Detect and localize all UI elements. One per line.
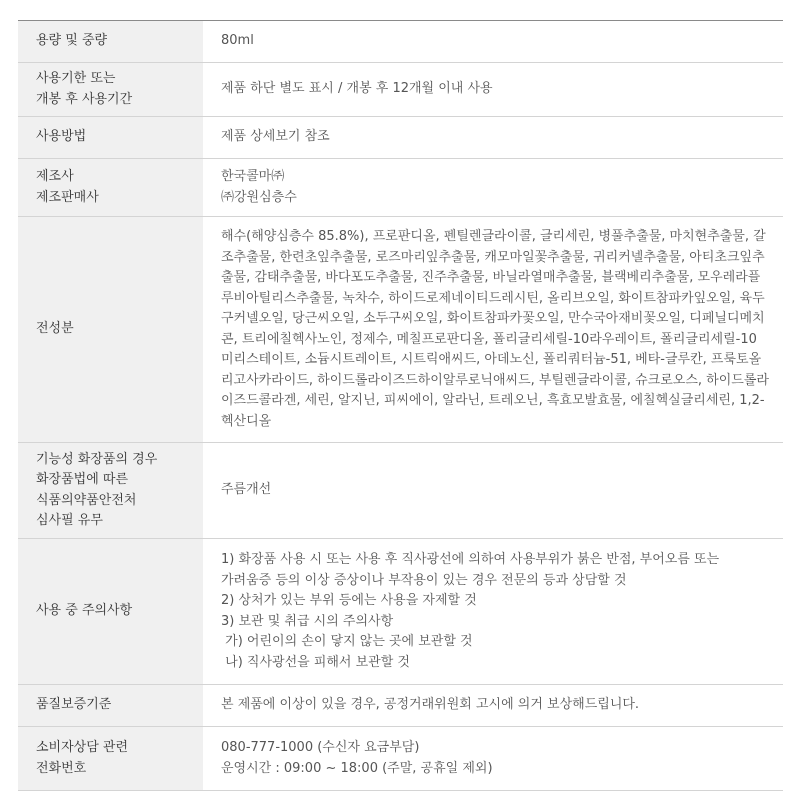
- product-info-container: [18, 20, 783, 791]
- operating-hours: 운영시간 : 09:00 ~ 18:00 (주말, 공휴일 제외): [221, 760, 493, 776]
- row-label-contact: 소비자상담 관련 전화번호: [18, 727, 203, 791]
- table-row: [18, 539, 783, 685]
- table-row: [18, 727, 783, 791]
- table-row: [18, 685, 783, 727]
- row-label-volume: 용량 및 중량: [18, 21, 203, 63]
- row-label-manufacturer: 제조사 제조판매사: [18, 159, 203, 217]
- row-value-expiry: 제품 하단 별도 표시 / 개봉 후 12개월 이내 사용: [203, 63, 783, 117]
- ingredients-text: 해수(해양심층수 85.8%), 프로판디올, 펜틸렌글라이콜, 글리세린, 병풀추출물, 마치현추출물, 갈조추출물, 한련초잎추출물, 로즈마리잎추출물, 캐모마일꽃추출물, 귀리커넬추출물, 아티초크잎추출물, 감태추출물, 바다포도추출물, 진주추출물, 바닐라열매추출물, 블랙베리추출물, 모우레라플루비아틸리스추출물, 녹차수, 하이드로제네이티드레시틴, 올리브오일, 화이트참파카잎오일, 육두구커넬오일, 당근씨오일, 소두구씨오일, 화이트참파카꽃오일, 만수국아재비꽃오일, 디페닐디메치콘, 트리에칠헥사노인, 정제수, 메칠프로판디올, 폴리글리세릴-10라우레이트, 폴리글리세릴-10미리스테이트, 소듐시트레이트, 시트릭애씨드, 아데노신, 폴리쿼터늄-51, 베타-글루칸, 프룩토올리고사카라이드, 하이드롤라이즈드하이알루로닉애씨드, 부틸렌글라이콜, 슈크로오스, 하이드롤라이즈드콜라겐, 세린, 알지닌, 피씨에이, 알라닌, 트레오닌, 흑효모발효물, 에칠헥실글리세린, 1,2-헥산디올: [221, 229, 769, 429]
- row-label-functional: 기능성 화장품의 경우 화장품법에 따른 식품의약품안전처 심사필 유무: [18, 443, 203, 539]
- row-value-ingredients: [203, 217, 783, 443]
- row-value-functional: 주름개선: [203, 443, 783, 539]
- table-row: [18, 63, 783, 117]
- table-row: [18, 117, 783, 159]
- row-label-expiry: 사용기한 또는 개봉 후 사용기간: [18, 63, 203, 117]
- row-label-ingredients: 전성분: [18, 217, 203, 443]
- row-value-usage: 제품 상세보기 참조: [203, 117, 783, 159]
- table-row: [18, 21, 783, 63]
- row-label-quality: 품질보증기준: [18, 685, 203, 727]
- row-value-cautions: 1) 화장품 사용 시 또는 사용 후 직사광선에 의하여 사용부위가 붉은 반점, 부어오름 또는 가려움증 등의 이상 증상이나 부작용이 있는 경우 전문의 등과 상담할 것 2) 상처가 있는 부위 등에는 사용을 자제할 것 3) 보관 및 취급 시의 주의사항 가) 어린이의 손이 닿지 않는 곳에 보관할 것 나) 직사광선을 피해서 보관할 것: [203, 539, 783, 685]
- row-value-volume: 80ml: [203, 21, 783, 63]
- row-value-manufacturer: 한국콜마㈜ ㈜강원심층수: [203, 159, 783, 217]
- row-value-quality: 본 제품에 이상이 있을 경우, 공정거래위원회 고시에 의거 보상해드립니다.: [203, 685, 783, 727]
- phone-number: 080-777-1000 (수신자 요금부담): [221, 740, 420, 755]
- table-row: [18, 159, 783, 217]
- row-value-contact: [203, 727, 783, 791]
- row-label-cautions: 사용 중 주의사항: [18, 539, 203, 685]
- product-info-table: [18, 20, 783, 791]
- table-row: [18, 217, 783, 443]
- row-label-usage: 사용방법: [18, 117, 203, 159]
- table-row: [18, 443, 783, 539]
